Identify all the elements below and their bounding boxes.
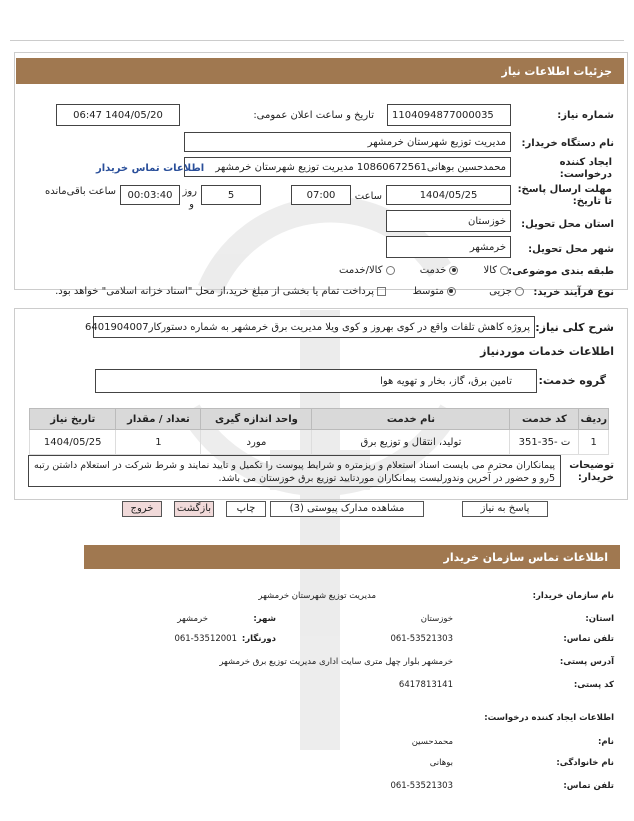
fax-label: دورنگار: (241, 634, 276, 644)
contact-info-link[interactable]: اطلاعات تماس خریدار (96, 163, 205, 174)
phone-label: تلفن تماس: (563, 634, 614, 644)
process-label: نوع فرآیند خرید: (533, 287, 614, 298)
deadline-time-field: 07:00 (291, 185, 351, 205)
notes-field: پیمانکاران محترم می بایست اسناد استعلام و ریزمتره و شرایط پیوست را تکمیل و تایید نمایند و شرط شرکت در استعلام داشتن رتبه 5رو و حضور در آخرین وندورلیست پیمانکاران موردتایید توزیع برق خوزستان می باشد. (28, 455, 561, 487)
page-title-bar (16, 58, 624, 84)
province-contact-label: استان: (585, 614, 614, 624)
cell-date: 1404/05/25 (30, 430, 116, 455)
need-number-field: 1104094877000035 (387, 104, 511, 126)
top-rule (10, 40, 624, 41)
deadline-label: مهلت ارسال پاسخ: تا تاریخ: (517, 184, 612, 207)
day-label: روز (182, 186, 197, 197)
services-title: اطلاعات خدمات مورد‌نیاز (480, 345, 614, 358)
category-radio-group (339, 265, 509, 276)
notes-label: توضیحات خریدار: (569, 460, 614, 483)
cell-unit: مورد (201, 430, 312, 455)
exit-button[interactable]: خروج (122, 501, 162, 517)
col-date: تاریخ نیاز (30, 409, 116, 430)
org-label: نام سازمان خریدار: (532, 591, 614, 601)
creator-field: محمدحسین بوهانی10860672561 مدیریت توزیع شهرستان خرمشهر (184, 157, 511, 177)
table-header-row (30, 409, 609, 430)
address-label: آدرس پستی: (559, 657, 614, 667)
name-value: محمدحسین (411, 737, 453, 747)
creator-phone-value: 061-53521303 (390, 781, 453, 791)
city-field: خرمشهر (386, 236, 511, 258)
category-label: طبقه بندی موضوعی: (508, 266, 614, 277)
cell-qty: 1 (116, 430, 201, 455)
buyer-label: نام دستگاه خریدار: (521, 138, 614, 149)
buyer-field: مدیریت توزیع شهرستان خرمشهر (184, 132, 511, 152)
day-suffix: و (189, 199, 194, 210)
org-value: مدیریت توزیع شهرستان خرمشهر (258, 591, 376, 601)
fax-value: 061-53512001 (174, 634, 237, 644)
payment-note: پرداخت تمام یا بخشی از مبلغ خرید،از محل "اسناد خزانه اسلامی" خواهد بود. (55, 286, 386, 297)
creator-label: ایجاد کننده درخواست: (559, 157, 612, 180)
family-value: بوهانی (429, 758, 453, 768)
days-field: 5 (201, 185, 261, 205)
cell-row: 1 (579, 430, 609, 455)
name-label: نام: (597, 737, 614, 747)
reply-button[interactable]: پاسخ به نیاز (462, 501, 548, 517)
summary-field: پروژه کاهش تلفات واقع در کوی بهروز و کوی ویلا مدیریت برق خرمشهر به شماره دستورکار6401904007 (93, 316, 535, 338)
attachments-button[interactable]: مشاهده مدارک پیوستی (3) (270, 501, 424, 517)
category-option-both[interactable]: کالا/خدمت (339, 265, 395, 276)
province-field: خوزستان (386, 210, 511, 232)
creator-phone-label: تلفن تماس: (563, 781, 614, 791)
hour-label: ساعت (354, 191, 382, 202)
cell-code: ت -35-351 (510, 430, 579, 455)
address-value: خرمشهر بلوار چهل متری سایت اداری مدیریت توزیع برق خرمشهر (219, 657, 453, 667)
contact-title: اطلاعات تماس سازمان خریدار (443, 551, 608, 564)
col-unit: واحد اندازه گیری (201, 409, 312, 430)
table-row (30, 430, 609, 455)
payment-checkbox[interactable] (377, 287, 386, 296)
city-contact-value: خرمشهر (177, 614, 208, 624)
phone-value: 061-53521303 (390, 634, 453, 644)
announce-field: 1404/05/20 06:47 (56, 104, 180, 126)
creator-info-header: اطلاعات ایجاد کننده درخواست: (484, 713, 614, 723)
category-option-goods[interactable]: کالا (483, 265, 509, 276)
col-name: نام خدمت (312, 409, 510, 430)
deadline-date-field: 1404/05/25 (386, 185, 511, 205)
back-button[interactable]: بازگشت (174, 501, 214, 517)
page-title: جزئیات اطلاعات نیاز (501, 65, 612, 78)
service-group-label: گروه خدمت: (538, 374, 606, 387)
remaining-label: ساعت باقی‌مانده (44, 186, 116, 197)
remaining-field: 00:03:40 (120, 185, 180, 205)
service-group-field: تامین برق، گاز، بخار و تهویه هوا (95, 369, 537, 393)
contact-title-bar (84, 545, 620, 569)
summary-label: شرح کلی نیاز: (535, 321, 614, 334)
process-radio-group (413, 286, 524, 297)
need-number-label: شماره نیاز: (557, 110, 614, 121)
col-qty: تعداد / مقدار (116, 409, 201, 430)
city-label: شهر محل تحویل: (528, 244, 614, 255)
family-label: نام خانوادگی: (556, 758, 614, 768)
category-option-service[interactable]: خدمت (420, 265, 459, 276)
postal-value: 6417813141 (398, 680, 453, 690)
cell-name: تولید، انتقال و توزیع برق (312, 430, 510, 455)
print-button[interactable]: چاپ (226, 501, 266, 517)
col-row: ردیف (579, 409, 609, 430)
province-label: استان محل تحویل: (521, 219, 614, 230)
col-code: کد خدمت (510, 409, 579, 430)
process-option-minor[interactable]: جزیی (489, 286, 524, 297)
postal-label: کد پستی: (573, 680, 614, 690)
announce-label: تاریخ و ساعت اعلان عمومی: (253, 110, 374, 121)
city-contact-label: شهر: (253, 614, 276, 624)
province-contact-value: خوزستان (420, 614, 453, 624)
services-table (29, 408, 609, 455)
process-option-medium[interactable]: متوسط (413, 286, 456, 297)
